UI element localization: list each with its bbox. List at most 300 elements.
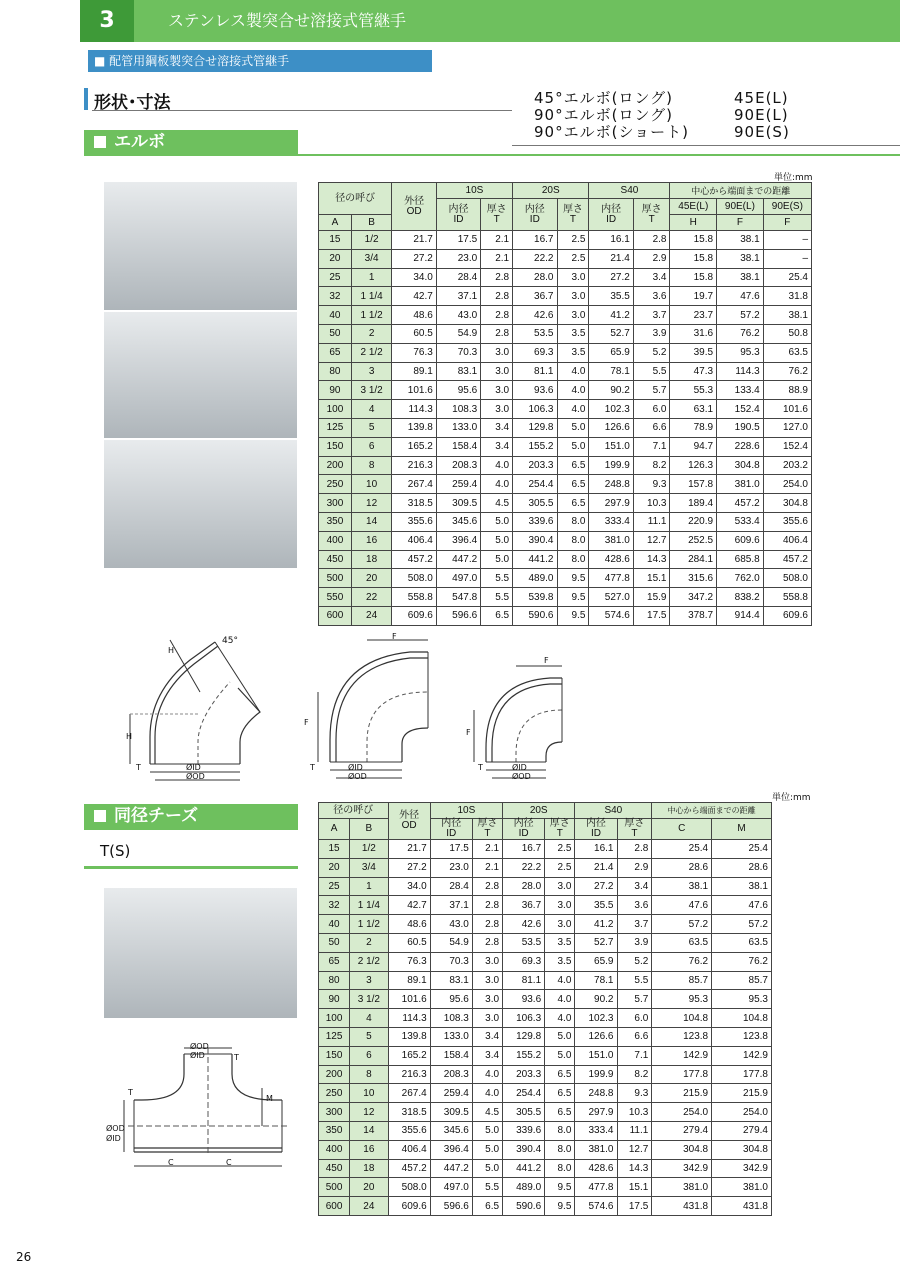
table-cell: 2 bbox=[350, 933, 388, 952]
table-cell: 6.5 bbox=[545, 1103, 575, 1122]
b-header: B bbox=[351, 215, 392, 231]
table-cell: 89.1 bbox=[392, 362, 436, 381]
a-header: A bbox=[319, 215, 352, 231]
table-cell: 25.4 bbox=[652, 840, 712, 859]
table-cell: 5 bbox=[351, 418, 392, 437]
table-cell: 447.2 bbox=[436, 550, 480, 569]
table-cell: 2.1 bbox=[472, 858, 502, 877]
table-cell: 76.3 bbox=[392, 343, 436, 362]
table-cell: 5.2 bbox=[617, 952, 652, 971]
table-cell: 4.0 bbox=[472, 1084, 502, 1103]
table-cell: 838.2 bbox=[717, 588, 764, 607]
table-cell: 2.5 bbox=[557, 249, 589, 268]
table-cell: 15.1 bbox=[617, 1178, 652, 1197]
table-cell: 27.2 bbox=[388, 858, 430, 877]
table-cell: 304.8 bbox=[717, 456, 764, 475]
table-cell: 38.1 bbox=[717, 268, 764, 287]
table-cell: 550 bbox=[319, 588, 352, 607]
table-cell: 152.4 bbox=[763, 437, 811, 456]
table-cell: 54.9 bbox=[430, 933, 472, 952]
table-cell: 208.3 bbox=[430, 1065, 472, 1084]
table-cell: 215.9 bbox=[652, 1084, 712, 1103]
table-cell: 508.0 bbox=[388, 1178, 430, 1197]
table-cell: 450 bbox=[319, 550, 352, 569]
table-row bbox=[319, 249, 812, 268]
table-cell: 4.0 bbox=[557, 381, 589, 400]
table-cell: 305.5 bbox=[503, 1103, 545, 1122]
table-cell: 80 bbox=[319, 971, 350, 990]
table-cell: 22 bbox=[351, 588, 392, 607]
t-label: T bbox=[310, 763, 315, 772]
table-cell: 8.0 bbox=[557, 512, 589, 531]
table-cell: 151.0 bbox=[575, 1046, 617, 1065]
table-cell: 4.0 bbox=[481, 475, 513, 494]
table-cell: 9.5 bbox=[545, 1178, 575, 1197]
table-cell: 248.8 bbox=[575, 1084, 617, 1103]
table-cell: 609.6 bbox=[392, 606, 436, 625]
table-cell: 15 bbox=[319, 840, 350, 859]
table-cell: 17.5 bbox=[633, 606, 670, 625]
table-cell: 10.3 bbox=[617, 1103, 652, 1122]
table-cell: 8.0 bbox=[557, 550, 589, 569]
table-cell: 508.0 bbox=[763, 569, 811, 588]
table-cell: 450 bbox=[319, 1159, 350, 1178]
table-cell: 102.3 bbox=[589, 400, 633, 419]
table-cell: 304.8 bbox=[652, 1140, 712, 1159]
table-cell: 199.9 bbox=[589, 456, 633, 475]
table-row bbox=[319, 550, 812, 569]
od-header: 外径 OD bbox=[388, 803, 430, 840]
table-cell: 6.5 bbox=[557, 494, 589, 513]
table-cell: 1/2 bbox=[350, 840, 388, 859]
table-cell: 21.4 bbox=[575, 858, 617, 877]
table-cell: 53.5 bbox=[513, 324, 557, 343]
distance-header: 中心から端面までの距離 bbox=[670, 183, 812, 199]
c-header: C bbox=[652, 819, 712, 840]
table-cell: 15.8 bbox=[670, 231, 717, 250]
table-row bbox=[319, 400, 812, 419]
table-cell: 3.6 bbox=[617, 896, 652, 915]
table-cell: 2.5 bbox=[557, 231, 589, 250]
tee-section-title: 同径チーズ bbox=[84, 804, 298, 828]
table-cell: 378.7 bbox=[670, 606, 717, 625]
table-cell: 9.5 bbox=[557, 588, 589, 607]
table-cell: 5.0 bbox=[545, 1046, 575, 1065]
table-row bbox=[319, 362, 812, 381]
table-cell: 3 bbox=[351, 362, 392, 381]
table-cell: 9.3 bbox=[633, 475, 670, 494]
table-cell: 155.2 bbox=[503, 1046, 545, 1065]
table-cell: 4.0 bbox=[545, 990, 575, 1009]
table-cell: 3.0 bbox=[557, 287, 589, 306]
table-cell: 95.3 bbox=[712, 990, 772, 1009]
elbow-45-diagram bbox=[120, 632, 270, 782]
table-cell: 42.7 bbox=[388, 896, 430, 915]
table-cell: 139.8 bbox=[392, 418, 436, 437]
od-header: 外径 OD bbox=[392, 183, 436, 231]
table-cell: 40 bbox=[319, 915, 350, 934]
table-cell: 6.5 bbox=[481, 606, 513, 625]
table-cell: 15.1 bbox=[633, 569, 670, 588]
c-label: C bbox=[226, 1158, 232, 1167]
nominal-header: 径の呼び bbox=[319, 183, 392, 215]
table-cell: 477.8 bbox=[589, 569, 633, 588]
table-cell: 114.3 bbox=[392, 400, 436, 419]
table-cell: 3/4 bbox=[350, 858, 388, 877]
table-cell: 9.5 bbox=[545, 1197, 575, 1216]
table-cell: 40 bbox=[319, 306, 352, 325]
table-cell: 284.1 bbox=[670, 550, 717, 569]
table-cell: 600 bbox=[319, 1197, 350, 1216]
table-cell: 1 bbox=[350, 877, 388, 896]
table-cell: 23.0 bbox=[430, 858, 472, 877]
table-cell: 2.8 bbox=[633, 231, 670, 250]
table-cell: 216.3 bbox=[388, 1065, 430, 1084]
table-cell: 17.5 bbox=[617, 1197, 652, 1216]
table-cell: 63.5 bbox=[652, 933, 712, 952]
table-cell: 7.1 bbox=[633, 437, 670, 456]
table-cell: 2.1 bbox=[472, 840, 502, 859]
table-cell: 3.5 bbox=[557, 343, 589, 362]
table-cell: 38.1 bbox=[712, 877, 772, 896]
table-cell: 203.3 bbox=[503, 1065, 545, 1084]
id-header: 内径 ID bbox=[589, 199, 633, 231]
table-cell: 228.6 bbox=[717, 437, 764, 456]
table-cell: 28.4 bbox=[430, 877, 472, 896]
table-cell: 431.8 bbox=[712, 1197, 772, 1216]
table-row bbox=[319, 1103, 772, 1122]
table-cell: 6.6 bbox=[617, 1027, 652, 1046]
table-cell: 177.8 bbox=[712, 1065, 772, 1084]
table-cell: 381.0 bbox=[575, 1140, 617, 1159]
table-cell: 36.7 bbox=[503, 896, 545, 915]
table-cell: 93.6 bbox=[513, 381, 557, 400]
table-cell: 55.3 bbox=[670, 381, 717, 400]
table-cell: 3.0 bbox=[472, 971, 502, 990]
shape-title-bar bbox=[84, 88, 88, 110]
table-cell: 3/4 bbox=[351, 249, 392, 268]
table-cell: 50 bbox=[319, 933, 350, 952]
table-cell: 7.1 bbox=[617, 1046, 652, 1065]
table-cell: 42.7 bbox=[392, 287, 436, 306]
table-cell: 28.0 bbox=[503, 877, 545, 896]
table-cell: 199.9 bbox=[575, 1065, 617, 1084]
table-row bbox=[319, 268, 812, 287]
table-cell: 381.0 bbox=[589, 531, 633, 550]
table-cell: 457.2 bbox=[388, 1159, 430, 1178]
table-cell: 21.4 bbox=[589, 249, 633, 268]
table-cell: 114.3 bbox=[717, 362, 764, 381]
table-cell: 1 1/2 bbox=[350, 915, 388, 934]
s40-header: S40 bbox=[589, 183, 670, 199]
table-cell: 259.4 bbox=[436, 475, 480, 494]
table-cell: 76.3 bbox=[388, 952, 430, 971]
table-cell: 4 bbox=[350, 1009, 388, 1028]
table-cell: 4.0 bbox=[557, 400, 589, 419]
table-cell: 17.5 bbox=[430, 840, 472, 859]
table-cell: 590.6 bbox=[503, 1197, 545, 1216]
shape-title: 形状･寸法 bbox=[94, 93, 171, 113]
table-cell: 27.2 bbox=[575, 877, 617, 896]
table-cell: 25 bbox=[319, 268, 352, 287]
table-cell: 54.9 bbox=[436, 324, 480, 343]
elbow-90-short-photo bbox=[104, 440, 297, 568]
section-underline bbox=[84, 154, 900, 156]
table-cell: 3.0 bbox=[472, 990, 502, 1009]
table-cell: 500 bbox=[319, 569, 352, 588]
table-row bbox=[319, 1084, 772, 1103]
table-cell: 350 bbox=[319, 1121, 350, 1140]
table-cell: 4.5 bbox=[472, 1103, 502, 1122]
table-cell: 2.8 bbox=[472, 933, 502, 952]
table-cell: 3.0 bbox=[481, 381, 513, 400]
table-cell: 16.1 bbox=[589, 231, 633, 250]
table-cell: 104.8 bbox=[652, 1009, 712, 1028]
table-row bbox=[319, 324, 812, 343]
table-cell: 16.7 bbox=[503, 840, 545, 859]
table-cell: 129.8 bbox=[513, 418, 557, 437]
table-cell: 396.4 bbox=[436, 531, 480, 550]
table-cell: 3.0 bbox=[481, 400, 513, 419]
table-cell: 250 bbox=[319, 475, 352, 494]
type-name: 90°エルボ(ロング) bbox=[534, 106, 673, 124]
table-cell: 47.6 bbox=[717, 287, 764, 306]
table-cell: 23.7 bbox=[670, 306, 717, 325]
table-cell: 208.3 bbox=[436, 456, 480, 475]
table-cell: 60.5 bbox=[392, 324, 436, 343]
table-cell: 497.0 bbox=[430, 1178, 472, 1197]
table-cell: 94.7 bbox=[670, 437, 717, 456]
table-cell: 3.4 bbox=[472, 1046, 502, 1065]
table-cell: 914.4 bbox=[717, 606, 764, 625]
table-cell: 5.5 bbox=[472, 1178, 502, 1197]
table-cell: 133.0 bbox=[430, 1027, 472, 1046]
table-cell: 70.3 bbox=[430, 952, 472, 971]
table-cell: 216.3 bbox=[392, 456, 436, 475]
elbow-90-long-diagram bbox=[312, 632, 462, 782]
table-cell: 102.3 bbox=[575, 1009, 617, 1028]
table-cell: 57.2 bbox=[652, 915, 712, 934]
table-cell: – bbox=[763, 231, 811, 250]
table-cell: 6.5 bbox=[545, 1065, 575, 1084]
table-cell: 63.1 bbox=[670, 400, 717, 419]
table-cell: 57.2 bbox=[712, 915, 772, 934]
table-cell: 16.1 bbox=[575, 840, 617, 859]
table-cell: 6.5 bbox=[545, 1084, 575, 1103]
table-cell: 508.0 bbox=[392, 569, 436, 588]
table-cell: 133.0 bbox=[436, 418, 480, 437]
table-cell: 104.8 bbox=[712, 1009, 772, 1028]
table-cell: 63.5 bbox=[712, 933, 772, 952]
chapter-title: ステンレス製突合せ溶接式管継手 bbox=[168, 11, 407, 30]
table-cell: 2 bbox=[351, 324, 392, 343]
table-cell: 101.6 bbox=[763, 400, 811, 419]
table-cell: 6.0 bbox=[617, 1009, 652, 1028]
table-cell: 41.2 bbox=[575, 915, 617, 934]
table-cell: 2.8 bbox=[472, 915, 502, 934]
table-cell: 15.8 bbox=[670, 268, 717, 287]
table-cell: 85.7 bbox=[712, 971, 772, 990]
table-cell: 457.2 bbox=[717, 494, 764, 513]
table-cell: 142.9 bbox=[712, 1046, 772, 1065]
table-cell: 4.0 bbox=[557, 362, 589, 381]
table-cell: 279.4 bbox=[652, 1121, 712, 1140]
table-cell: 5.0 bbox=[557, 418, 589, 437]
table-cell: 50 bbox=[319, 324, 352, 343]
table-row bbox=[319, 1159, 772, 1178]
table-cell: 220.9 bbox=[670, 512, 717, 531]
table-cell: 267.4 bbox=[392, 475, 436, 494]
table-cell: 95.6 bbox=[430, 990, 472, 1009]
table-cell: 12.7 bbox=[633, 531, 670, 550]
table-row bbox=[319, 418, 812, 437]
table-row bbox=[319, 915, 772, 934]
table-cell: 318.5 bbox=[392, 494, 436, 513]
table-cell: 3.4 bbox=[481, 418, 513, 437]
table-cell: 125 bbox=[319, 1027, 350, 1046]
m-label: M bbox=[266, 1094, 273, 1103]
table-cell: 3.0 bbox=[472, 952, 502, 971]
table-cell: 38.1 bbox=[717, 249, 764, 268]
table-cell: – bbox=[763, 249, 811, 268]
table-cell: 1 bbox=[351, 268, 392, 287]
table-cell: 381.0 bbox=[652, 1178, 712, 1197]
table-cell: 2.1 bbox=[481, 249, 513, 268]
table-row bbox=[319, 971, 772, 990]
90es-header: 90E(S) bbox=[763, 199, 811, 215]
table-cell: 5.0 bbox=[481, 531, 513, 550]
table-cell: 8 bbox=[351, 456, 392, 475]
table-cell: 90.2 bbox=[575, 990, 617, 1009]
table-cell: 10.3 bbox=[633, 494, 670, 513]
f-label: F bbox=[304, 718, 309, 727]
table-cell: 252.5 bbox=[670, 531, 717, 550]
table-cell: 34.0 bbox=[388, 877, 430, 896]
table-cell: 441.2 bbox=[513, 550, 557, 569]
table-cell: 27.2 bbox=[392, 249, 436, 268]
table-cell: 6.5 bbox=[557, 475, 589, 494]
f-header: F bbox=[763, 215, 811, 231]
table-cell: 3.9 bbox=[633, 324, 670, 343]
table-row bbox=[319, 569, 812, 588]
table-cell: 6 bbox=[350, 1046, 388, 1065]
table-cell: 3.9 bbox=[617, 933, 652, 952]
t-label: T bbox=[136, 763, 141, 772]
table-cell: 15 bbox=[319, 231, 352, 250]
table-cell: 100 bbox=[319, 1009, 350, 1028]
table-row bbox=[319, 381, 812, 400]
table-cell: 527.0 bbox=[589, 588, 633, 607]
table-cell: 5.0 bbox=[472, 1140, 502, 1159]
angle-label: 45° bbox=[222, 636, 238, 646]
table-cell: 406.4 bbox=[763, 531, 811, 550]
table-cell: 558.8 bbox=[392, 588, 436, 607]
table-cell: 345.6 bbox=[430, 1121, 472, 1140]
table-cell: 2 1/2 bbox=[350, 952, 388, 971]
10s-header: 10S bbox=[430, 803, 502, 819]
table-cell: 151.0 bbox=[589, 437, 633, 456]
c-label: C bbox=[168, 1158, 174, 1167]
table-cell: 5.5 bbox=[633, 362, 670, 381]
table-cell: 2.5 bbox=[545, 858, 575, 877]
table-row bbox=[319, 306, 812, 325]
table-row bbox=[319, 437, 812, 456]
table-cell: 1 1/2 bbox=[351, 306, 392, 325]
table-cell: 8.0 bbox=[545, 1121, 575, 1140]
table-cell: 3.0 bbox=[545, 915, 575, 934]
table-cell: 254.4 bbox=[513, 475, 557, 494]
table-cell: 15.9 bbox=[633, 588, 670, 607]
t-label: T bbox=[478, 763, 483, 772]
table-cell: 428.6 bbox=[589, 550, 633, 569]
table-cell: 41.2 bbox=[589, 306, 633, 325]
table-cell: 406.4 bbox=[392, 531, 436, 550]
table-cell: 333.4 bbox=[589, 512, 633, 531]
table-row bbox=[319, 952, 772, 971]
type-code: 45E(L) bbox=[734, 89, 789, 107]
table-cell: 355.6 bbox=[763, 512, 811, 531]
table-cell: 34.0 bbox=[392, 268, 436, 287]
divider bbox=[84, 866, 298, 869]
t-header: 厚さ T bbox=[557, 199, 589, 231]
table-cell: 22.2 bbox=[503, 858, 545, 877]
table-cell: 18 bbox=[350, 1159, 388, 1178]
table-cell: 16.7 bbox=[513, 231, 557, 250]
table-cell: 5.0 bbox=[557, 437, 589, 456]
table-cell: 24 bbox=[350, 1197, 388, 1216]
table-row bbox=[319, 1027, 772, 1046]
table-cell: 203.3 bbox=[513, 456, 557, 475]
table-cell: 106.3 bbox=[513, 400, 557, 419]
table-cell: 150 bbox=[319, 1046, 350, 1065]
tee-type-label: T(S) bbox=[100, 842, 131, 860]
table-cell: 126.6 bbox=[575, 1027, 617, 1046]
45e-header: 45E(L) bbox=[670, 199, 717, 215]
table-row bbox=[319, 933, 772, 952]
od-label: ØOD bbox=[186, 772, 205, 781]
table-cell: 3 1/2 bbox=[350, 990, 388, 1009]
table-cell: 36.7 bbox=[513, 287, 557, 306]
table-cell: 14.3 bbox=[617, 1159, 652, 1178]
table-cell: 38.1 bbox=[652, 877, 712, 896]
table-cell: 89.1 bbox=[388, 971, 430, 990]
table-cell: 1 1/4 bbox=[351, 287, 392, 306]
unit-label: 単位:mm bbox=[774, 173, 813, 183]
tee-dimension-table bbox=[318, 802, 772, 1216]
table-cell: 250 bbox=[319, 1084, 350, 1103]
table-cell: 596.6 bbox=[430, 1197, 472, 1216]
table-cell: 93.6 bbox=[503, 990, 545, 1009]
elbow-90-long-photo bbox=[104, 312, 297, 438]
table-cell: 297.9 bbox=[575, 1103, 617, 1122]
m-header: M bbox=[712, 819, 772, 840]
od-label: ØOD bbox=[190, 1042, 209, 1051]
table-cell: 12.7 bbox=[617, 1140, 652, 1159]
table-cell: 20 bbox=[319, 858, 350, 877]
table-cell: 65 bbox=[319, 343, 352, 362]
table-cell: 127.0 bbox=[763, 418, 811, 437]
table-cell: 350 bbox=[319, 512, 352, 531]
table-row bbox=[319, 840, 772, 859]
90el-header: 90E(L) bbox=[717, 199, 764, 215]
table-row bbox=[319, 896, 772, 915]
table-cell: 489.0 bbox=[503, 1178, 545, 1197]
table-cell: 4 bbox=[351, 400, 392, 419]
table-cell: 609.6 bbox=[763, 606, 811, 625]
b-header: B bbox=[350, 819, 388, 840]
table-cell: 37.1 bbox=[436, 287, 480, 306]
f-header: F bbox=[717, 215, 764, 231]
